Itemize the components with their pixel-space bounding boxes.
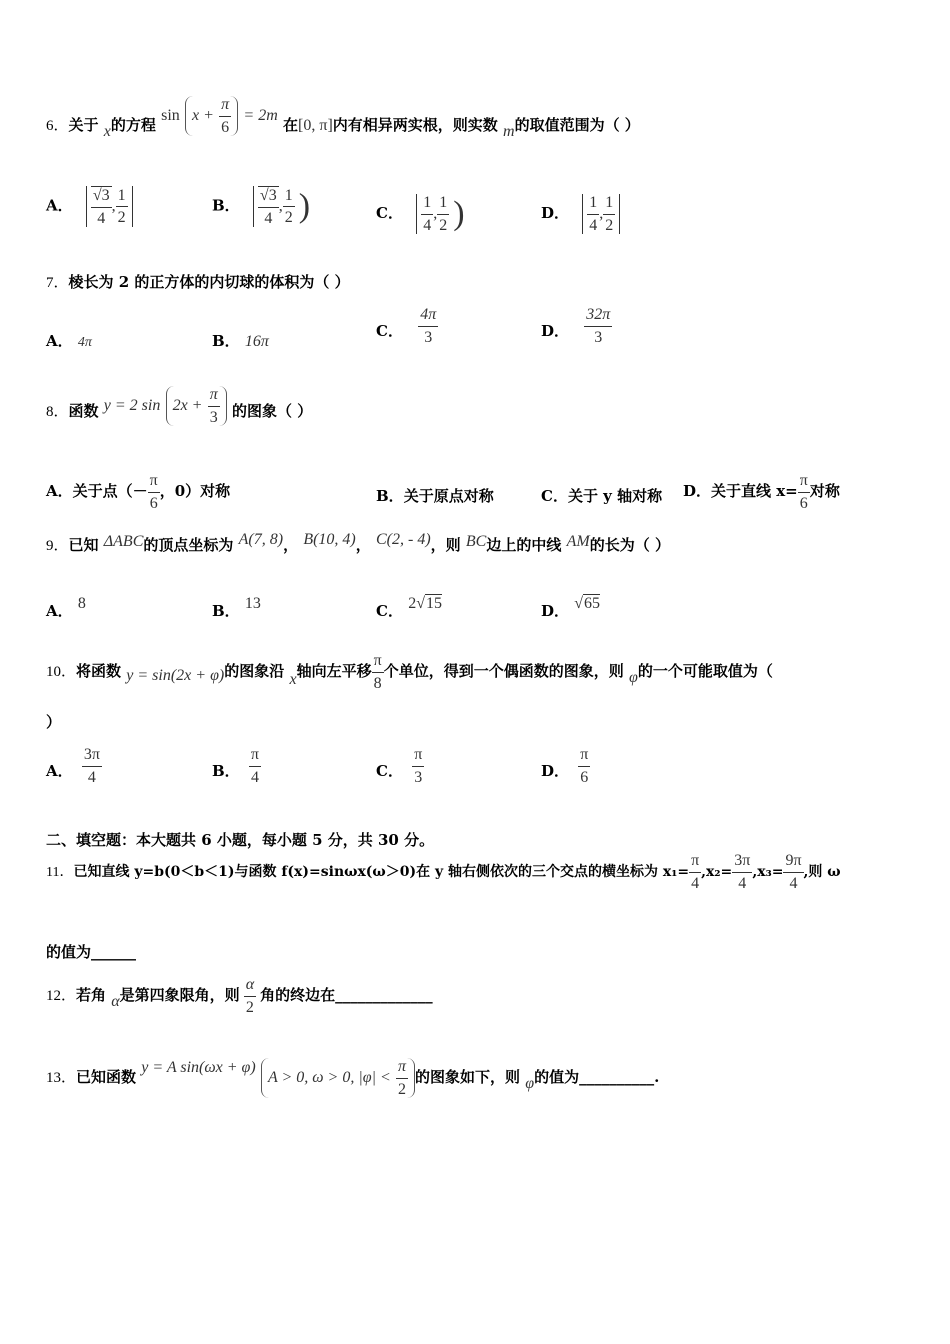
q10-option-d[interactable]: D． $\frac{\pi}{6}$ [541,746,589,786]
q6-option-b[interactable]: B． $\frac{√3}{4}$ , $\frac{1}{2}$ ) [212,186,311,227]
q10-option-a[interactable]: A． $\frac{3\pi}{4}$ [46,746,100,786]
q8-option-b[interactable]: B．关于原点对称 [376,487,494,505]
q6-option-c[interactable]: C． $\frac{1}{4}$ , $\frac{1}{2}$ ) [376,194,465,234]
equation: sin x + $\frac{\pi}{6}$ = 2m [161,96,278,136]
q9-option-a[interactable]: A． 8 [46,595,86,620]
q7-option-a[interactable]: A． 4π [46,332,92,350]
q10-option-b[interactable]: B． $\frac{\pi}{4}$ [212,746,259,786]
q8-option-d[interactable]: D．关于直线 x= $\frac{\pi}{6}$ 对称 [683,472,840,512]
q8-option-a[interactable]: A．关于点（－ $\frac{\pi}{6}$ ，0）对称 [46,472,231,512]
question-number: 6． [46,118,69,135]
question-12: 12．若角 α是第四象限角，则 $\frac{\alpha}{2}$ 角的终边在_____________ [46,976,433,1016]
q7-option-d[interactable]: D． $\frac{32\pi}{3}$ [541,306,611,346]
question-11: 11．已知直线 y=b(0＜b＜1)与函数 f(x)=sinωx(ω＞0)在 y 轴右侧依次的三个交点的横坐标为 x₁= $\frac{\pi}{4}$ ,x₂= $\frac{3\pi}{4}$ ,x₃= $\frac{9\pi}{4}$ ,则 ω [46,852,841,892]
q6-option-d[interactable]: D． $\frac{1}{4}$ , $\frac{1}{2}$ [541,194,620,234]
q10-option-c[interactable]: C． $\frac{\pi}{3}$ [376,746,423,786]
q9-option-d[interactable]: D． √65 [541,595,601,620]
q8-option-c[interactable]: C．关于 y 轴对称 [541,487,663,505]
equation: y = 2 sin 2x + $\frac{\pi}{3}$ [104,396,232,414]
question-11-cont: 的值为______ [46,943,137,961]
q9-option-b[interactable]: B． 13 [212,595,261,620]
q6-option-a[interactable]: A． $\frac{√3}{4}$ , $\frac{1}{2}$ [46,186,133,227]
question-9: 9．已知 ΔABC的顶点坐标为 A(7, 8)， B(10, 4)， C(2, - 4)，则 BC边上的中线 AM的长为（ ） [46,531,670,554]
question-13: 13．已知函数 y = A sin(ωx + φ) A > 0, ω > 0, |φ| < $\frac{\pi}{2}$ 的图象如下，则 φ的值为__________. [46,1058,660,1098]
question-6: 6．关于 x的方程 sin x + $\frac{\pi}{6}$ = 2m 在[0, π]内有相异两实根，则实数 m的取值范围为（ ） [46,96,640,141]
question-10-close: ） [46,713,62,731]
q7-option-b[interactable]: B． 16π [212,332,269,350]
question-8: 8．函数 y = 2 sin 2x + $\frac{\pi}{3}$ 的图象（ ） [46,386,313,426]
question-7: 7．棱长为 2 的正方体的内切球的体积为（ ） [46,273,350,291]
section-heading: 二、填空题：本大题共 6 小题，每小题 5 分，共 30 分。 [46,831,435,849]
q9-option-c[interactable]: C． 2√15 [376,595,442,620]
question-10: 10．将函数 y = sin(2x + φ)的图象沿 x轴向左平移 $\frac{\pi}{8}$ 个单位，得到一个偶函数的图象，则 φ的一个可能取值为（ [46,652,773,692]
q7-option-c[interactable]: C． $\frac{4\pi}{3}$ [376,306,437,346]
